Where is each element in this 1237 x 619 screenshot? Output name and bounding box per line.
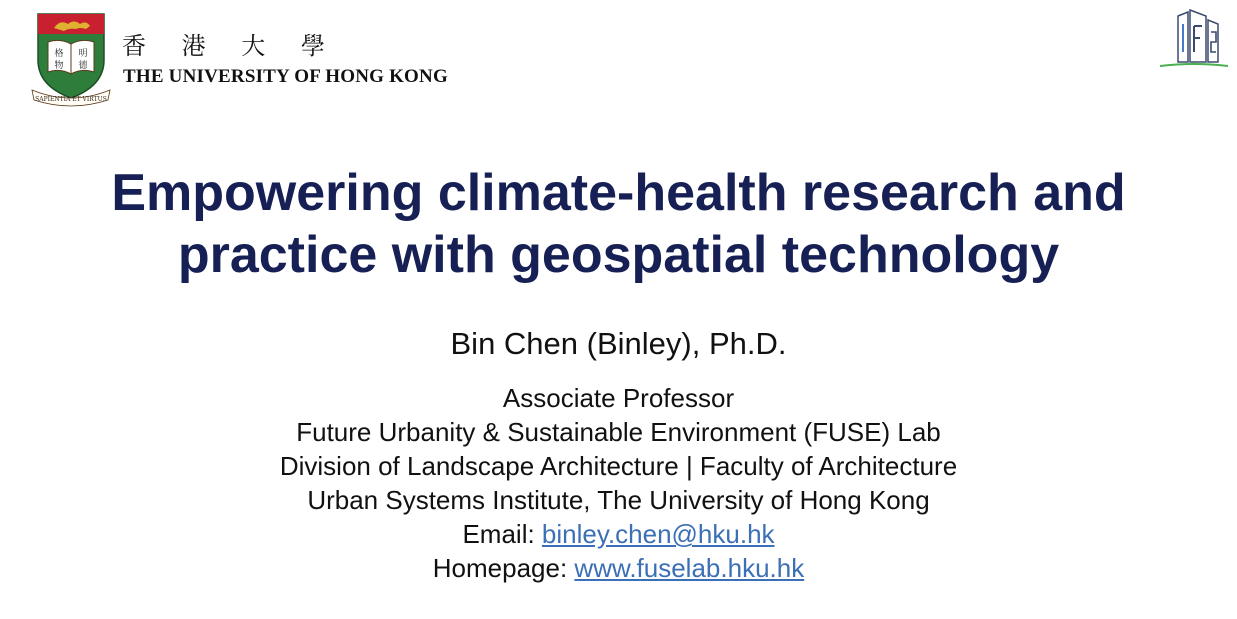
university-name-chinese: 香 港 大 學 [122,32,339,60]
homepage-link[interactable]: www.fuselab.hku.hk [574,553,805,583]
lab-name: Future Urbanity & Sustainable Environment (FUSE) Lab [296,417,941,447]
author-name: Bin Chen (Binley), Ph.D. [450,326,787,361]
affiliation-block [0,381,1237,585]
division-name: Division of Landscape Architecture | Faculty of Architecture [279,451,958,481]
crest-book-char: 格 [54,49,64,59]
institute-name: Urban Systems Institute, The University of Hong Kong [307,485,930,515]
email-label: Email: [462,519,542,549]
fuse-lab-logo [1158,6,1230,70]
university-name-english: THE UNIVERSITY OF HONG KONG [123,66,448,87]
email-link[interactable]: binley.chen@hku.hk [541,519,775,549]
crest-book-char: 德 [78,61,88,71]
slide-header [0,0,1237,110]
position-title: Associate Professor [502,383,735,413]
slide-title [0,162,1237,286]
hku-crest-logo [30,8,112,108]
email-line [0,517,1237,551]
homepage-line [0,551,1237,585]
title-line-1: Empowering climate-health research and [111,164,1126,222]
crest-motto: SAPIENTIA ET VIRTUS [35,96,107,103]
homepage-label: Homepage: [432,553,575,583]
crest-book-char: 明 [78,49,88,59]
crest-book-char: 物 [54,61,64,71]
title-line-2: practice with geospatial technology [177,226,1060,284]
